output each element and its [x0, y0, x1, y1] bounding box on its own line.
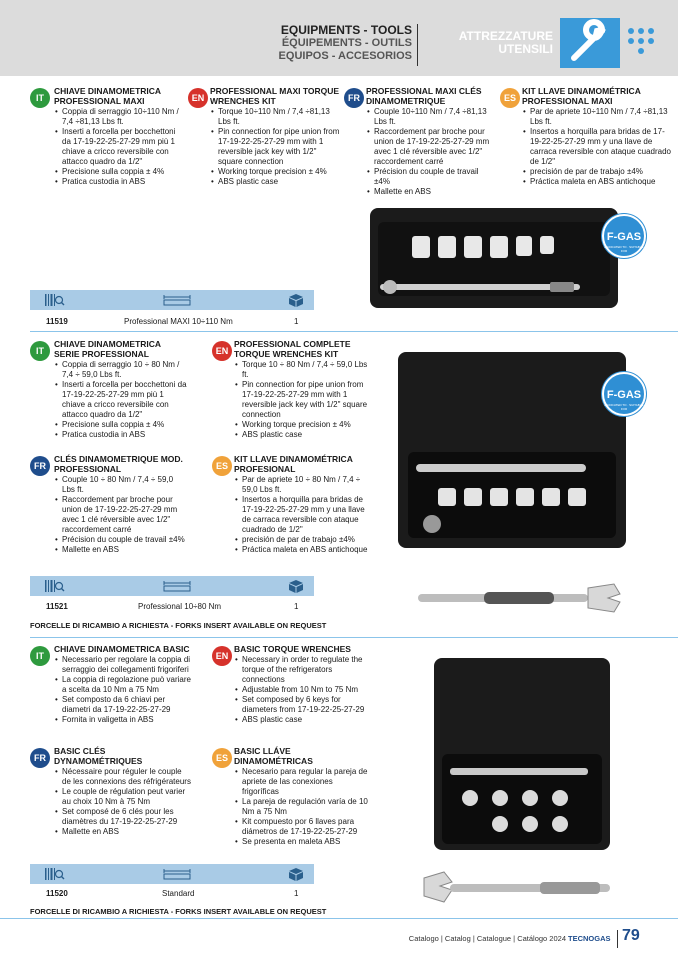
header-title-fr: ÉQUIPEMENTS - OUTILS [281, 37, 412, 49]
info-strip [30, 576, 314, 596]
spec-item: • Précision du couple de travail ±4% [366, 167, 494, 187]
barcode-search-icon [44, 578, 66, 594]
product-title: BASIC CLÉS DYNAMOMÉTRIQUES [54, 746, 143, 766]
header-category-line2: UTENSILI [498, 42, 553, 56]
fgas-label: F-GAS [606, 389, 642, 401]
product-block-es [522, 86, 672, 187]
lang-badge-en: EN [188, 88, 208, 108]
fgas-ring-text: DEDICATED TO · SUITABLE FOR [604, 403, 644, 411]
package-icon [286, 292, 306, 308]
spec-item: • Precisione sulla coppia ± 4% [54, 420, 188, 430]
product-block-en [234, 644, 370, 725]
product-block-it [54, 339, 188, 440]
spec-item: • Fornita in valigetta in ABS [54, 715, 192, 725]
product-desc: Professional MAXI 10÷110 Nm [124, 317, 233, 326]
product-block-fr [54, 746, 192, 837]
product-code: 11519 [46, 317, 68, 326]
fgas-ring-text: DEDICATED TO · SUITABLE FOR [604, 245, 644, 253]
lang-badge-es: ES [212, 748, 232, 768]
product-title: BASIC TORQUE WRENCHES [234, 644, 351, 654]
lang-badge-fr: FR [30, 748, 50, 768]
spec-item: • Set composed by 6 keys for diameters from 17-19-22-25-27-29 [234, 695, 370, 715]
product-image-basic-case [434, 658, 610, 850]
measure-icon [162, 292, 192, 308]
info-strip [30, 864, 314, 884]
spec-item: • Práctica maleta en ABS antichoque [522, 177, 672, 187]
lang-badge-it: IT [30, 88, 50, 108]
spec-item: • Mallette en ABS [54, 545, 188, 555]
product-title: PROFESSIONAL COMPLETE TORQUE WRENCHES KIT [234, 339, 351, 359]
product-block-it [54, 644, 192, 725]
spec-item: • La pareja de regulación varía de 10 Nm a 75 Nm [234, 797, 370, 817]
lang-badge-it: IT [30, 341, 50, 361]
info-strip [30, 290, 314, 310]
spec-item: • ABS plastic case [234, 430, 374, 440]
wrench-icon [560, 18, 620, 68]
fgas-badge [602, 214, 646, 258]
product-title: PROFESSIONAL MAXI CLÉS DINAMOMETRIQUE [366, 86, 482, 106]
fgas-badge [602, 372, 646, 416]
measure-icon [162, 866, 192, 882]
footer-divider [617, 930, 618, 948]
spec-item: • Torque 10 ÷ 80 Nm / 7,4 ÷ 59,0 Lbs ft. [234, 360, 374, 380]
product-title: CHIAVE DINAMOMETRICA BASIC [54, 644, 190, 654]
product-block-es [234, 454, 374, 555]
spec-item: • Inserti a forcella per bocchettoni da 17-19-22-25-27-29 mm più 1 chiave a cricco reversibile con attacco quadro da 1/2" [54, 127, 184, 167]
header-title-es: EQUIPOS - ACCESORIOS [278, 50, 412, 62]
spec-item: • Se presenta en maleta ABS [234, 837, 370, 847]
spec-item: • Necesario para regular la pareja de apriete de las conexiones frigoríficas [234, 767, 370, 797]
spec-item: • Précision du couple de travail ±4% [54, 535, 188, 545]
spec-item: • Pin connection for pipe union from 17-19-22-25-27-29 mm with 1 reversible jack key with 1/2" square connection [210, 127, 342, 167]
spec-item: • Pin connection for pipe union from 17-19-22-25-27-29 mm with 1 reversible jack key with 1/2" square connection [234, 380, 374, 420]
product-block-en [234, 339, 374, 440]
spec-item: • Mallette en ABS [366, 187, 494, 197]
product-title: CHIAVE DINAMOMETRICA PROFESSIONAL MAXI [54, 86, 161, 106]
spec-item: • Nécessaire pour réguler le couple de les connexions des réfrigérateurs [54, 767, 192, 787]
header-divider [417, 24, 418, 66]
spec-item: • Precisione sulla coppia ± 4% [54, 167, 184, 177]
lang-badge-en: EN [212, 646, 232, 666]
package-icon [286, 578, 306, 594]
lang-badge-es: ES [500, 88, 520, 108]
spec-item: • ABS plastic case [234, 715, 370, 725]
lang-badge-es: ES [212, 456, 232, 476]
lang-badge-en: EN [212, 341, 232, 361]
header-category-line1: ATTREZZATURE [458, 29, 553, 43]
barcode-search-icon [44, 292, 66, 308]
spec-item: • Working torque precision ± 4% [234, 420, 374, 430]
product-title: KIT LLAVE DINAMOMÉTRICA PROFESIONAL [234, 454, 353, 474]
spec-item: • Necessario per regolare la coppia di serraggio dei collegamenti frigoriferi [54, 655, 192, 675]
product-block-fr [366, 86, 494, 197]
header-title-it: EQUIPMENTS - TOOLS [280, 23, 412, 37]
product-title: CLÉS DINAMOMETRIQUE MOD. PROFESSIONAL [54, 454, 183, 474]
spec-item: • La coppia di regolazione può variare a scelta da 10 Nm a 75 Nm [54, 675, 192, 695]
footer-brand: TECNOGAS [568, 934, 611, 943]
spec-item: • Raccordement par broche pour union de 17-19-22-25-27-29 mm avec 1 clé réversible avec 1/2" raccordement carré [54, 495, 188, 535]
spec-item: • Couple 10 ÷ 80 Nm / 7,4 ÷ 59,0 Lbs ft. [54, 475, 188, 495]
product-qty: 1 [294, 602, 299, 611]
product-image-basic-wrench [420, 868, 620, 908]
spec-item: • precisión de par de trabajo ±4% [522, 167, 672, 177]
product-block-en [210, 86, 342, 187]
product-title: BASIC LLÁVE DINAMOMÉTRICAS [234, 746, 313, 766]
spec-item: • Set composto da 6 chiavi per diametri da 17-19-22-25-27-29 [54, 695, 192, 715]
section-divider [30, 637, 678, 638]
spec-item: • Kit compuesto por 6 llaves para diámetros de 17-19-22-25-27-29 [234, 817, 370, 837]
section-divider [30, 331, 678, 332]
spare-parts-note: FORCELLE DI RICAMBIO A RICHIESTA - FORKS INSERT AVAILABLE ON REQUEST [30, 907, 327, 916]
header-titles [279, 24, 412, 63]
product-title: PROFESSIONAL MAXI TORQUE WRENCHES KIT [210, 86, 340, 106]
spec-item: • Couple 10÷110 Nm / 7,4 ÷81,13 Lbs ft. [366, 107, 494, 127]
page-header [0, 0, 678, 76]
spec-item: • Raccordement par broche pour union de 17-19-22-25-27-29 mm avec 1 clé réversible avec 1/2" raccordement carré [366, 127, 494, 167]
footer-catalog: Catalogo | Catalog | Catalogue | Catálogo 2024 [408, 934, 566, 943]
spec-item: • Insertos a horquilla para bridas de 17-19-22-25-27-29 mm y una llave de carraca reversible con ataque cuadrado de 1/2" [522, 127, 672, 167]
lang-badge-fr: FR [344, 88, 364, 108]
footer-line [0, 918, 678, 919]
spec-item: • Coppia di serraggio 10÷110 Nm / 7,4 ÷81,13 Lbs ft. [54, 107, 184, 127]
header-category [423, 30, 553, 56]
lang-badge-fr: FR [30, 456, 50, 476]
spec-item: • Práctica maleta en ABS antichoque [234, 545, 374, 555]
spec-item: • Necessary in order to regulate the torque of the refrigerators connections [234, 655, 370, 685]
spec-item: • Adjustable from 10 Nm to 75 Nm [234, 685, 370, 695]
spec-item: • Working torque precision ± 4% [210, 167, 342, 177]
product-qty: 1 [294, 889, 299, 898]
product-qty: 1 [294, 317, 299, 326]
spec-item: • Par de apriete 10÷110 Nm / 7,4 ÷81,13 Lbs ft. [522, 107, 672, 127]
spec-item: • ABS plastic case [210, 177, 342, 187]
barcode-search-icon [44, 866, 66, 882]
spec-item: • Insertos a horquilla para bridas de 17-19-22-25-27-29 mm y una llave de carraca reversible con ataque cuadrado de 1/2" [234, 495, 374, 535]
product-block-fr [54, 454, 188, 555]
product-block-es [234, 746, 370, 847]
spec-item: • Par de apriete 10 ÷ 80 Nm / 7,4 ÷ 59,0 Lbs ft. [234, 475, 374, 495]
product-image-maxi-case [370, 208, 618, 308]
spec-item: • Pratica custodia in ABS [54, 177, 184, 187]
spec-item: • precisión de par de trabajo ±4% [234, 535, 374, 545]
spec-item: • Pratica custodia in ABS [54, 430, 188, 440]
product-code: 11520 [46, 889, 68, 898]
spec-item: • Inserti a forcella per bocchettoni da 17-19-22-25-27-29 mm più 1 chiave a cricco reversibile con attacco quadro da 1/2" [54, 380, 188, 420]
spec-item: • Coppia di serraggio 10 ÷ 80 Nm / 7,4 ÷ 59,0 Lbs ft. [54, 360, 188, 380]
spec-item: • Le couple de régulation peut varier au choix 10 Nm à 75 Nm [54, 787, 192, 807]
measure-icon [162, 578, 192, 594]
product-block-it [54, 86, 184, 187]
spec-item: • Mallette en ABS [54, 827, 192, 837]
product-code: 11521 [46, 602, 68, 611]
product-image-professional-case [398, 352, 626, 548]
spec-item: • Set composé de 6 clés pour les diamètres du 17-19-22-25-27-29 [54, 807, 192, 827]
product-desc: Standard [162, 889, 195, 898]
product-image-torque-wrench [414, 580, 624, 616]
lang-badge-it: IT [30, 646, 50, 666]
package-icon [286, 866, 306, 882]
spare-parts-note: FORCELLE DI RICAMBIO A RICHIESTA - FORKS INSERT AVAILABLE ON REQUEST [30, 621, 327, 630]
spec-item: • Torque 10÷110 Nm / 7,4 ÷81,13 Lbs ft. [210, 107, 342, 127]
product-title: CHIAVE DINAMOMETRICA SERIE PROFESSIONAL [54, 339, 161, 359]
fgas-label: F-GAS [606, 231, 642, 243]
product-desc: Professional 10÷80 Nm [138, 602, 222, 611]
page-footer [0, 926, 678, 959]
page-number: 79 [622, 927, 640, 944]
product-title: KIT LLAVE DINAMOMÉTRICA PROFESSIONAL MAXI [522, 86, 641, 106]
